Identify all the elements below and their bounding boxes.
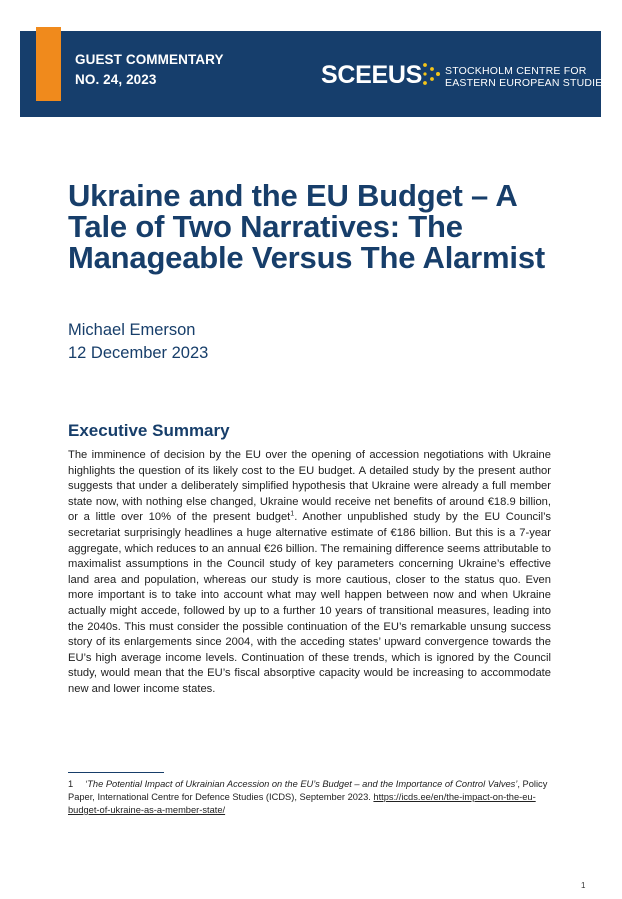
footnote xyxy=(68,778,553,817)
summary-text-part-2: . Another unpublished study by the EU Council’s secretariat surprisingly headlines a huge alternative estimate of €186 billion. But this is a 7-year aggregate, which reduces to an annual €26 billion. The remaining difference seems attributable to maximalist assumptions in the Council study of key parameters concerning Ukraine’s effective land area and population, whereas our study is more cautious, closer to the status quo. Even more important is to take into account what may well happen between now and when Ukraine actually might accede, followed by up to a further 10 years of transitional measures, leading into the 2040s. This must consider the possible continuation of the EU’s remarkable unsung success story of its enlargements since 2004, with the acceding states’ upward convergence towards the EU’s high average income levels. Continuation of these trends, which is ignored by the Council study, would mean that the EU’s fiscal absorptive capacity would be increasing to accommodate new and lower income states. xyxy=(68,511,551,695)
banner-accent-bar xyxy=(36,27,61,101)
executive-summary-text xyxy=(68,448,551,698)
sceeus-logo-text: SCEEUS xyxy=(321,61,423,89)
footnote-title: ‘The Potential Impact of Ukrainian Accession on the EU’s Budget – and the Importance of Control Valves’ xyxy=(85,779,518,789)
executive-summary-heading: Executive Summary xyxy=(68,421,230,440)
logo-dots-icon xyxy=(421,62,443,88)
logo-subtitle-line-2: EASTERN EUROPEAN STUDIES xyxy=(445,77,610,89)
publication-date: 12 December 2023 xyxy=(68,344,209,362)
footnote-link[interactable]: https://icds.ee/en/the-impact-on-the-eu-budget-of-ukraine-as-a-member-state/ xyxy=(68,792,536,815)
footnote-reference[interactable]: 1 xyxy=(290,510,295,518)
footnote-number: 1 xyxy=(68,779,74,789)
footnote-source: , Policy Paper, International Centre for Defence Studies (ICDS), September 2023. xyxy=(68,779,548,802)
series-label: GUEST COMMENTARY xyxy=(75,52,224,67)
author-name: Michael Emerson xyxy=(68,321,196,339)
document-title: Ukraine and the EU Budget – A Tale of Two Narratives: The Manageable Versus The Alarmist xyxy=(68,178,545,275)
issue-number: NO. 24, 2023 xyxy=(75,72,157,87)
footnote-divider xyxy=(68,772,164,773)
logo-subtitle-line-1: STOCKHOLM CENTRE FOR xyxy=(445,65,587,77)
summary-text-part-1: The imminence of decision by the EU over the opening of accession negotiations with Ukraine highlights the question of its likely cost to the EU budget. A detailed study by the present author suggests that under a deliberately simplified hypothesis that Ukraine were already a full member state now, with nothing else changed, Ukraine would receive net benefits of around €18.9 billion, or a little over 10% of the present budget xyxy=(68,449,551,524)
page-number: 1 xyxy=(581,881,586,890)
logo-subtitle xyxy=(445,65,610,89)
series-label-block xyxy=(75,50,224,90)
